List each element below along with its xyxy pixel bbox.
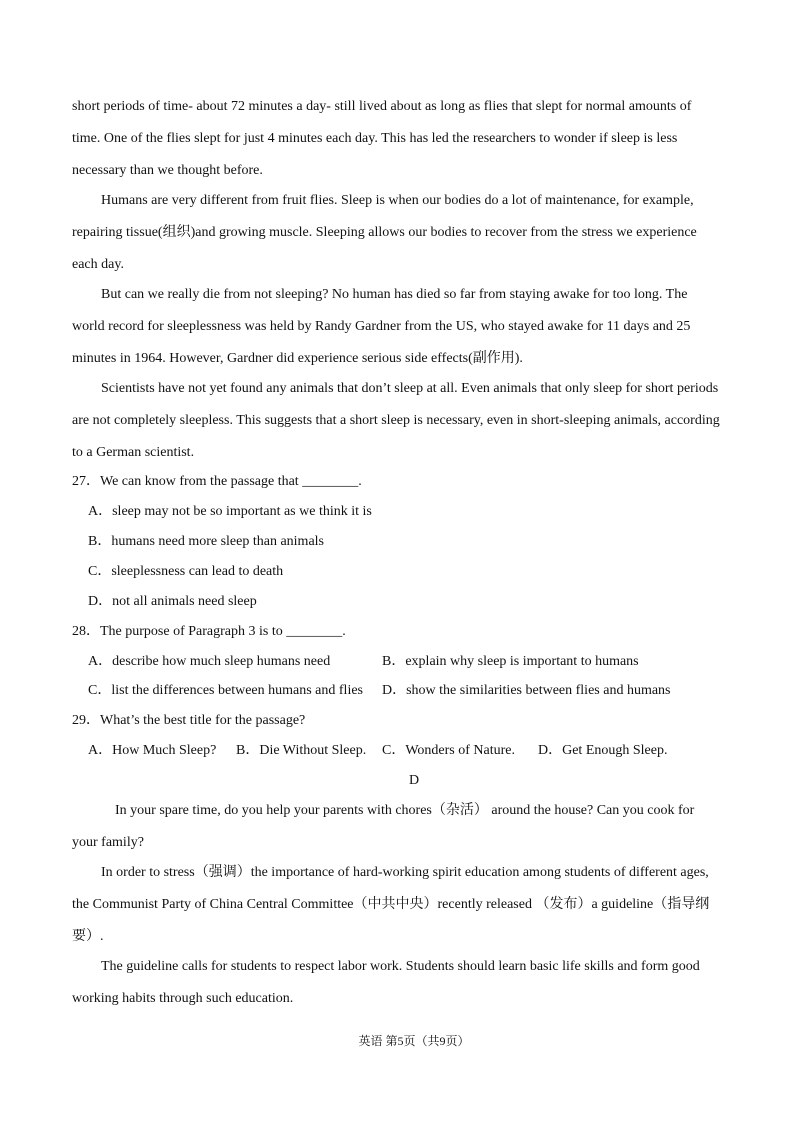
paragraph-line: to a German scientist. xyxy=(72,445,195,460)
paragraph-line: necessary than we thought before. xyxy=(72,163,263,178)
paragraph-line: the Communist Party of China Central Committee（中共中央）recently released （发布）a guideline（指导纲 xyxy=(72,897,710,912)
paragraph-line: Scientists have not yet found any animals that don’t sleep at all. Even animals that only sleep for short periods xyxy=(101,381,719,396)
question-29-option-c[interactable]: C．Wonders of Nature. xyxy=(382,743,516,758)
paragraph-line: But can we really die from not sleeping? No human has died so far from staying awake for too long. The xyxy=(101,287,688,302)
question-27-option-a[interactable]: A．sleep may not be so important as we think it is xyxy=(88,504,372,519)
paragraph-line: your family? xyxy=(72,835,144,850)
section-heading-d: D xyxy=(408,773,420,788)
paragraph-line: minutes in 1964. However, Gardner did experience serious side effects(副作用). xyxy=(72,351,523,366)
question-28-stem: 28．The purpose of Paragraph 3 is to ________. xyxy=(72,624,346,639)
page-footer: 英语 第5页（共9页） xyxy=(358,1034,470,1048)
paragraph-line: time. One of the flies slept for just 4 minutes each day. This has led the researchers to wonder if sleep is less xyxy=(72,131,678,146)
question-29-stem: 29．What’s the best title for the passage? xyxy=(72,713,306,728)
question-29-option-a[interactable]: A．How Much Sleep? xyxy=(88,743,217,758)
question-28-option-d[interactable]: D．show the similarities between flies and humans xyxy=(382,683,671,698)
paragraph-line: are not completely sleepless. This suggests that a short sleep is necessary, even in short-sleeping animals, according xyxy=(72,413,720,428)
paragraph-line: each day. xyxy=(72,257,124,272)
paragraph-line: In order to stress（强调）the importance of hard-working spirit education among students of different ages, xyxy=(101,865,709,880)
paragraph-line: repairing tissue(组织)and growing muscle. Sleeping allows our bodies to recover from the stress we experience xyxy=(72,225,697,240)
question-27-option-b[interactable]: B．humans need more sleep than animals xyxy=(88,534,324,549)
question-28-option-c[interactable]: C．list the differences between humans and flies xyxy=(88,683,363,698)
paragraph-line: In your spare time, do you help your parents with chores（杂活） around the house? Can you cook for xyxy=(115,803,695,818)
question-28-option-b[interactable]: B．explain why sleep is important to humans xyxy=(382,654,639,669)
question-27-stem: 27．We can know from the passage that ________. xyxy=(72,474,362,489)
question-29-option-b[interactable]: B．Die Without Sleep. xyxy=(236,743,367,758)
paragraph-line: short periods of time- about 72 minutes a day- still lived about as long as flies that slept for normal amounts of xyxy=(72,99,692,114)
paragraph-line: working habits through such education. xyxy=(72,991,294,1006)
question-27-option-c[interactable]: C．sleeplessness can lead to death xyxy=(88,564,284,579)
question-28-option-a[interactable]: A．describe how much sleep humans need xyxy=(88,654,331,669)
paragraph-line: Humans are very different from fruit flies. Sleep is when our bodies do a lot of maintenance, for example, xyxy=(101,193,694,208)
paragraph-line: 要）. xyxy=(72,929,104,944)
question-27-option-d[interactable]: D．not all animals need sleep xyxy=(88,594,257,609)
question-29-option-d[interactable]: D．Get Enough Sleep. xyxy=(538,743,668,758)
paragraph-line: The guideline calls for students to respect labor work. Students should learn basic life skills and form good xyxy=(101,959,700,974)
paragraph-line: world record for sleeplessness was held by Randy Gardner from the US, who stayed awake for 11 days and 25 xyxy=(72,319,691,334)
